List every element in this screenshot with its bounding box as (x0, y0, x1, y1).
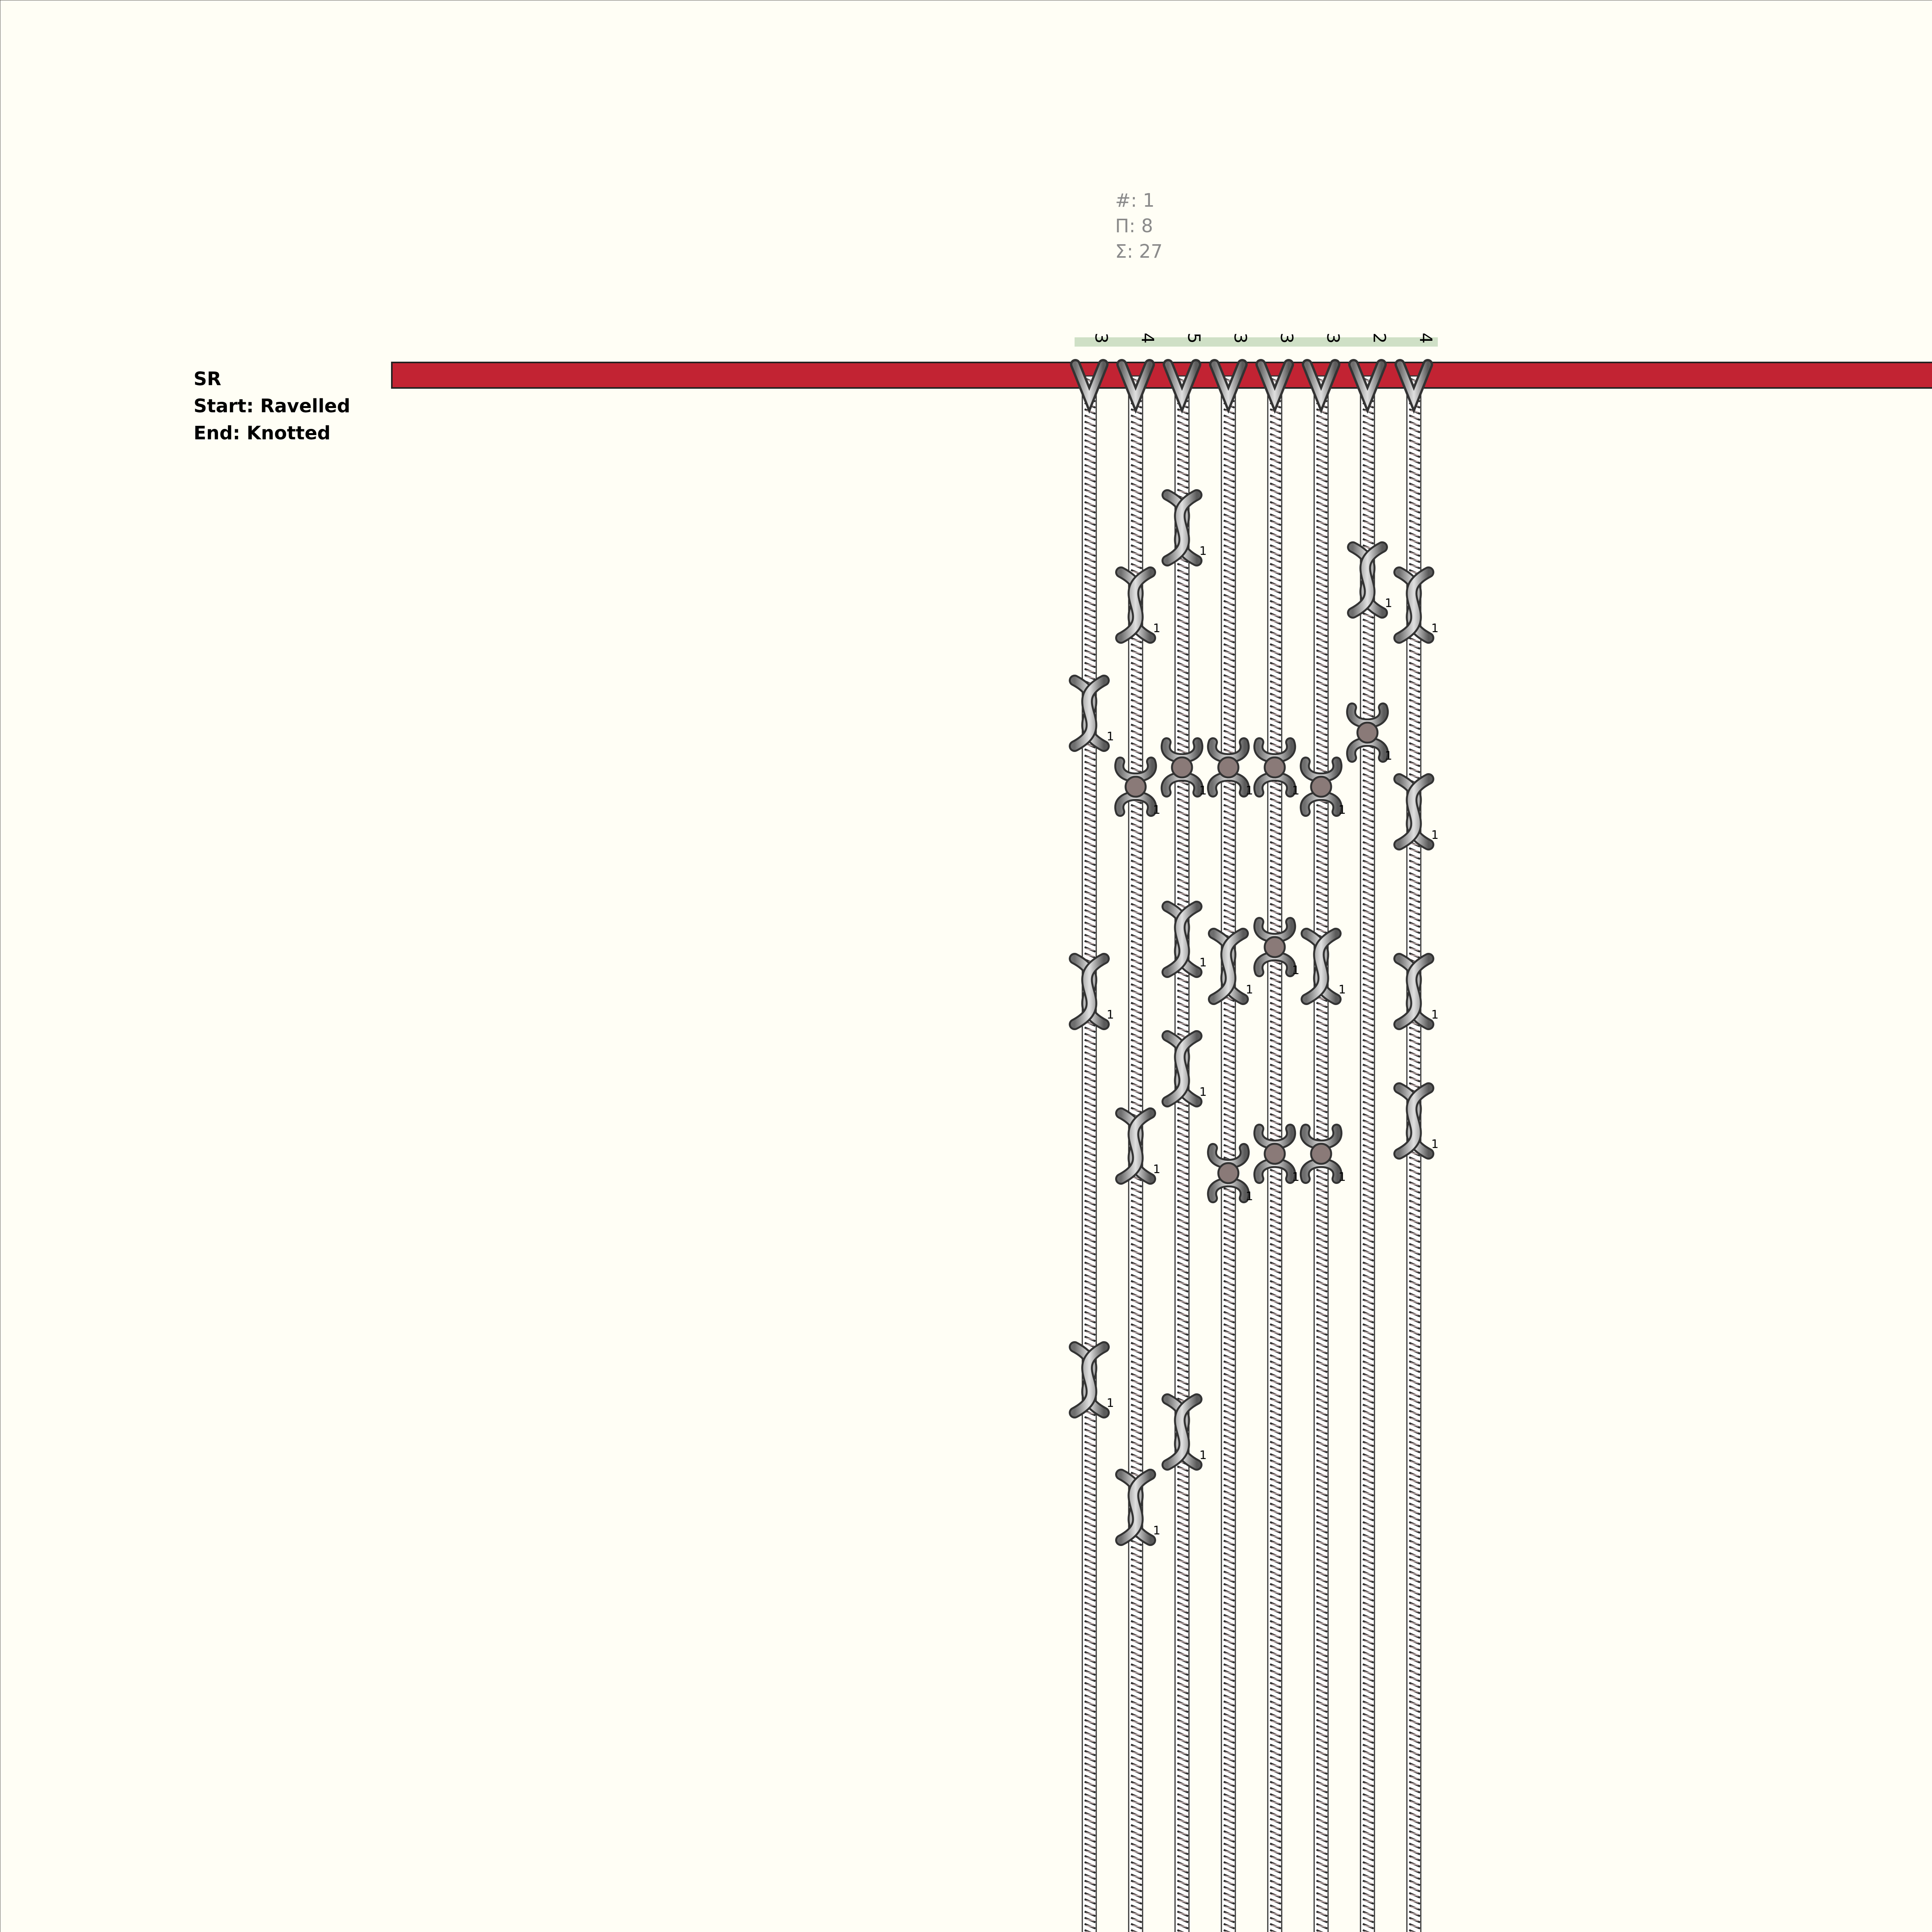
pendant-cord-8 (1399, 333, 1439, 1932)
long-knot (1167, 906, 1197, 972)
knot-count: 1 (1153, 1524, 1161, 1537)
group-count: #: 1 (1115, 190, 1155, 211)
knot-count: 1 (1385, 597, 1393, 610)
pendant-count: 4 (1416, 333, 1435, 344)
long-knot (1121, 1475, 1150, 1540)
long-knot (1353, 547, 1382, 613)
knot-count: 1 (1246, 1190, 1253, 1203)
long-knot (1399, 572, 1429, 638)
knot-count: 1 (1246, 784, 1253, 798)
pendant-cord-body (1082, 376, 1096, 1932)
pendant-count: 3 (1277, 333, 1296, 344)
knot-count: 1 (1107, 730, 1114, 743)
long-knot (1121, 1113, 1150, 1179)
long-knot (1306, 934, 1336, 999)
knot-count: 1 (1431, 1138, 1439, 1151)
knot-count: 1 (1153, 622, 1161, 635)
pendant-cord-6 (1305, 333, 1346, 1932)
knot-count: 1 (1199, 956, 1207, 969)
knot-count: 1 (1338, 983, 1346, 997)
knot-count: 1 (1338, 1170, 1346, 1184)
pendant-count: 3 (1323, 333, 1343, 344)
knot-count: 1 (1199, 784, 1207, 798)
knot-count: 1 (1107, 1396, 1114, 1410)
knot-count: 1 (1199, 1085, 1207, 1099)
pendant-cord-7 (1351, 333, 1392, 1932)
long-knot (1167, 1399, 1197, 1465)
primary-cord-end: End: Knotted (194, 422, 331, 444)
knot-count: 1 (1153, 803, 1161, 817)
knot-count: 1 (1431, 1008, 1439, 1022)
long-knot (1399, 959, 1429, 1024)
pendant-count: 3 (1091, 333, 1111, 344)
group-stats (1115, 188, 1163, 264)
knot-count: 1 (1431, 622, 1439, 635)
knot-count: 1 (1385, 749, 1393, 763)
long-knot (1214, 934, 1243, 999)
primary-cord-info (194, 366, 350, 447)
knot-count: 1 (1199, 544, 1207, 558)
pendant-cord-1 (1075, 333, 1114, 1932)
knot-count: 1 (1292, 1170, 1300, 1184)
knot-count: 1 (1246, 983, 1253, 997)
primary-cord (392, 362, 1932, 388)
knot-count: 1 (1431, 828, 1439, 842)
long-knot (1075, 680, 1104, 746)
primary-cord-start: Start: Ravelled (194, 395, 350, 417)
primary-cord-name: SR (194, 368, 221, 390)
long-knot (1075, 959, 1104, 1024)
pendant-cord-2 (1119, 333, 1160, 1932)
pendant-cord-5 (1259, 333, 1299, 1932)
pendant-cord-4 (1212, 333, 1253, 1932)
group-sum: Σ: 27 (1115, 241, 1163, 262)
knot-count: 1 (1292, 784, 1300, 798)
knot-count: 1 (1153, 1163, 1161, 1176)
pendant-count: 5 (1184, 333, 1204, 344)
knot-count: 1 (1338, 803, 1346, 817)
pendant-count: 4 (1138, 333, 1157, 344)
knot-count: 1 (1107, 1008, 1114, 1022)
long-knot (1167, 495, 1197, 561)
long-knot (1075, 1347, 1104, 1413)
knot-count: 1 (1199, 1449, 1207, 1462)
long-knot (1399, 1088, 1429, 1154)
pendant-cord-body (1175, 376, 1189, 1932)
knot-count: 1 (1292, 964, 1300, 977)
pendant-count: 3 (1230, 333, 1250, 344)
long-knot (1399, 779, 1429, 845)
pendant-cord-body (1221, 376, 1235, 1932)
pendant-cord-3 (1166, 333, 1207, 1932)
pendant-count: 2 (1369, 333, 1389, 344)
group-product: Π: 8 (1115, 215, 1153, 237)
long-knot (1167, 1036, 1197, 1102)
long-knot (1121, 572, 1150, 638)
